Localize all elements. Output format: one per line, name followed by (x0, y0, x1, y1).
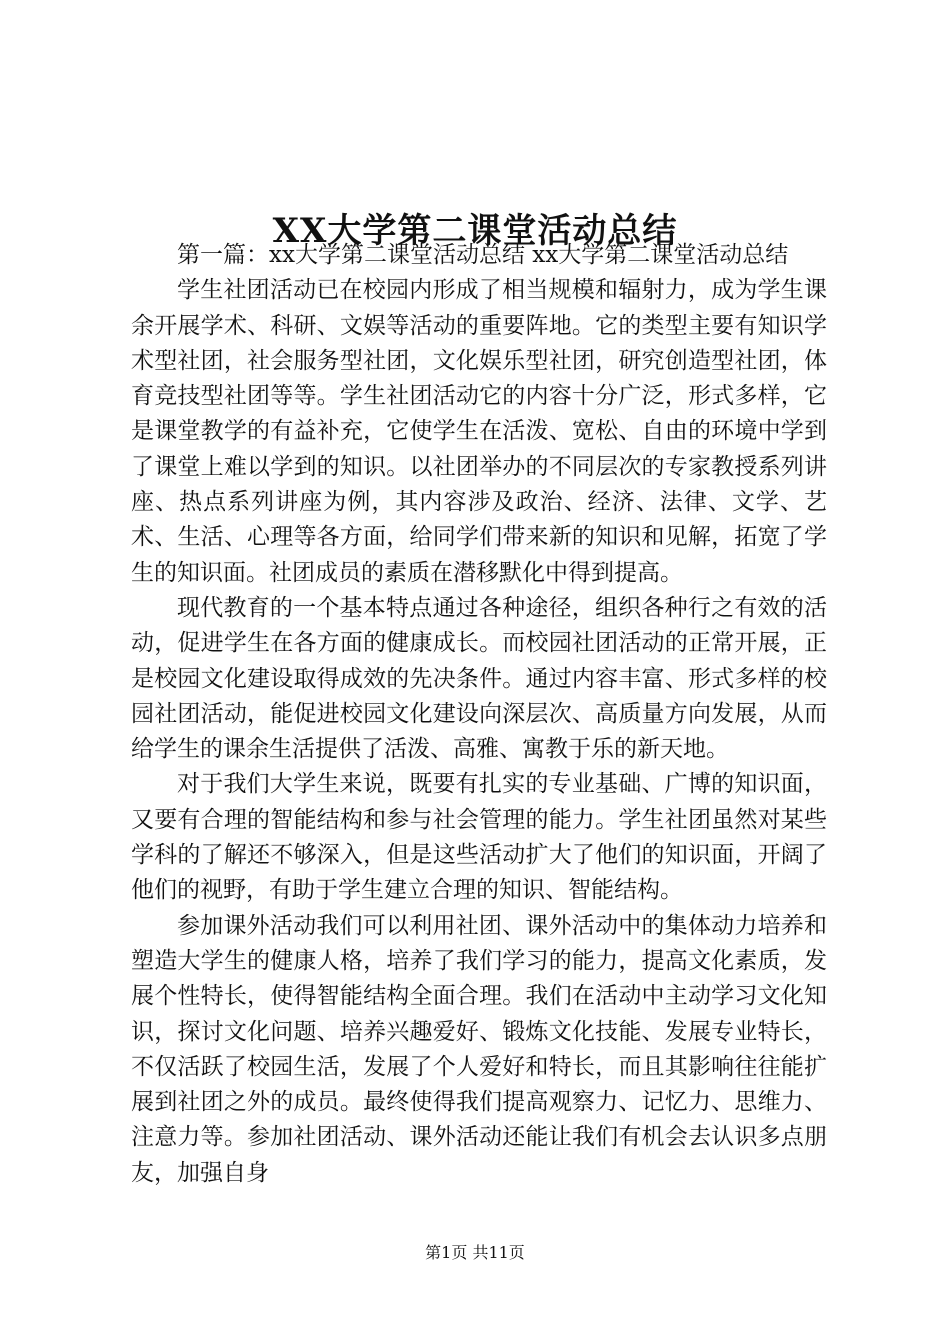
paragraph-4: 对于我们大学生来说，既要有扎实的专业基础、广博的知识面，又要有合理的智能结构和参与社会管理的能力。学生社团虽然对某些学科的了解还不够深入，但是这些活动扩大了他们的知识面，开阔了他们的视野，有助于学生建立合理的知识、智能结构。 (131, 771, 827, 904)
page-number-footer: 第1页 共11页 (425, 1243, 525, 1262)
paragraph-3: 现代教育的一个基本特点通过各种途径，组织各种行之有效的活动，促进学生在各方面的健康成长。而校园社团活动的正常开展，正是校园文化建设取得成效的先决条件。通过内容丰富、形式多样的校园社团活动，能促进校园文化建设向深层次、高质量方向发展，从而给学生的课余生活提供了活泼、高雅、寓教于乐的新天地。 (131, 594, 827, 763)
paragraph-1: 第一篇：xx大学第二课堂活动总结 xx大学第二课堂活动总结 (177, 242, 789, 268)
paragraph-5: 参加课外活动我们可以利用社团、课外活动中的集体动力培养和塑造大学生的健康人格，培养了我们学习的能力，提高文化素质，发展个性特长，使得智能结构全面合理。我们在活动中主动学习文化知识，探讨文化问题、培养兴趣爱好、锻炼文化技能、发展专业特长，不仅活跃了校园生活，发展了个人爱好和特长，而且其影响往往能扩展到社团之外的成员。最终使得我们提高观察力、记忆力、思维力、注意力等。参加社团活动、课外活动还能让我们有机会去认识多点朋友，加强自身 (131, 912, 827, 1186)
document-body (131, 238, 827, 1191)
document-title: XX大学第二课堂活动总结 (272, 210, 678, 251)
paragraph-2: 学生社团活动已在校园内形成了相当规模和辐射力，成为学生课余开展学术、科研、文娱等活动的重要阵地。它的类型主要有知识学术型社团，社会服务型社团，文化娱乐型社团，研究创造型社团，体育竞技型社团等等。学生社团活动它的内容十分广泛，形式多样，它是课堂教学的有益补充，它使学生在活泼、宽松、自由的环境中学到了课堂上难以学到的知识。以社团举办的不同层次的专家教授系列讲座、热点系列讲座为例，其内容涉及政治、经济、法律、文学、艺术、生活、心理等各方面，给同学们带来新的知识和见解，拓宽了学生的知识面。社团成员的素质在潜移默化中得到提高。 (131, 277, 827, 586)
